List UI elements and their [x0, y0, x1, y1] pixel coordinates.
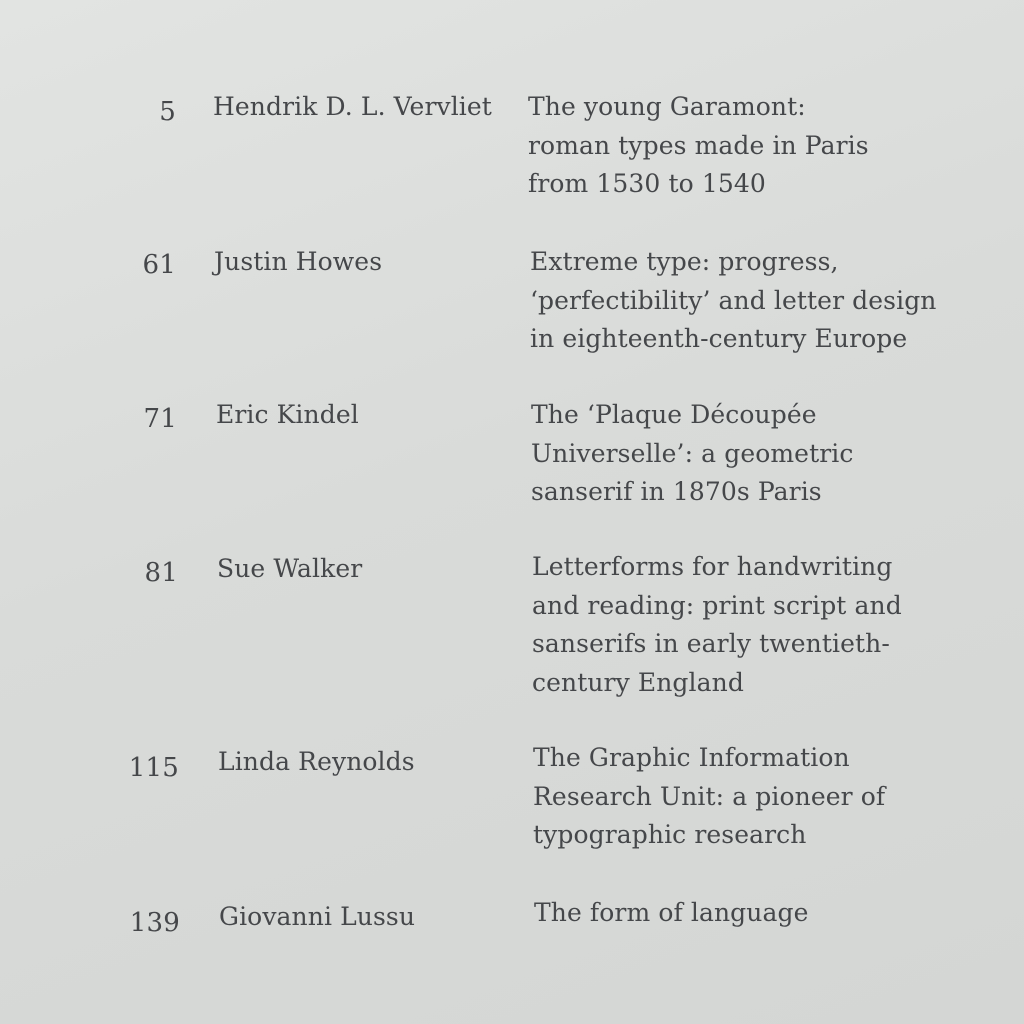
article-title — [528, 88, 968, 204]
title-line: roman types made in Paris — [528, 130, 869, 160]
author-name: Sue Walker — [217, 554, 363, 583]
article-title — [531, 396, 971, 512]
title-line: The form of language — [534, 898, 809, 927]
page-number: 5 — [159, 97, 176, 127]
author-name: Linda Reynolds — [218, 747, 415, 776]
title-line: Research Unit: a pioneer of — [533, 781, 886, 811]
title-line: The ‘Plaque Découpée — [531, 400, 817, 429]
author-name: Justin Howes — [214, 247, 383, 276]
title-line: typographic research — [533, 820, 807, 849]
author-name: Eric Kindel — [216, 400, 359, 429]
title-line: Letterforms for handwriting — [532, 552, 893, 581]
article-title — [534, 894, 974, 933]
title-line: Extreme type: progress, — [530, 247, 839, 276]
page-number: 115 — [128, 753, 179, 783]
author-name: Hendrik D. L. Vervliet — [213, 92, 492, 121]
page-number: 139 — [129, 908, 180, 938]
title-line: The young Garamont: — [528, 92, 806, 121]
title-line: from 1530 to 1540 — [528, 169, 766, 198]
title-line: and reading: print script and — [532, 590, 902, 620]
page-number: 61 — [142, 250, 176, 280]
title-line: The Graphic Information — [533, 743, 850, 772]
title-line: century England — [532, 667, 744, 697]
article-title — [530, 243, 970, 359]
title-line: sanserifs in early twentieth- — [532, 629, 890, 658]
page-number: 71 — [143, 404, 177, 434]
title-line: ‘perfectibility’ and letter design — [530, 285, 937, 315]
author-name: Giovanni Lussu — [219, 902, 416, 931]
article-title — [532, 548, 972, 702]
page-number: 81 — [144, 558, 178, 588]
title-line: in eighteenth-century Europe — [530, 324, 908, 353]
title-line: Universelle’: a geometric — [531, 438, 854, 468]
article-title — [533, 739, 973, 855]
title-line: sanserif in 1870s Paris — [531, 477, 822, 506]
